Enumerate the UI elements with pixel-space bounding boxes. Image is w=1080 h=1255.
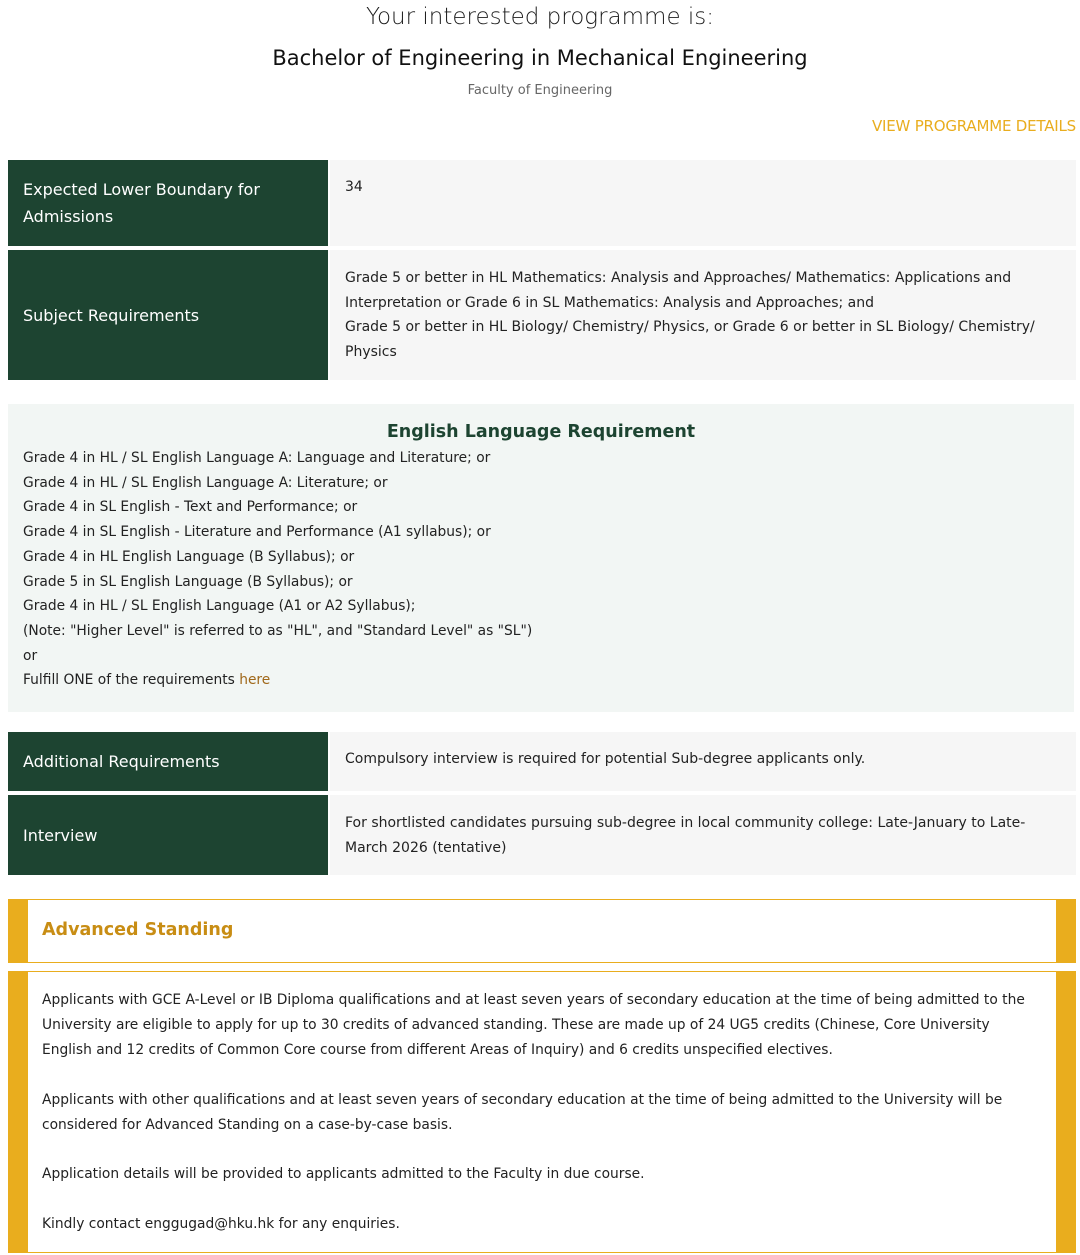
requirement-value: For shortlisted candidates pursuing sub-degree in local community college: Late-January to Late-March 2026 (tentative) [330,795,1076,875]
english-requirements-here-link[interactable]: here [239,672,271,689]
subject-requirement-line: Grade 5 or better in HL Biology/ Chemistry/ Physics, or Grade 6 or better in SL Biology/ Chemistry/ Physics [345,319,1035,360]
advanced-standing-paragraph: Applicants with other qualifications and at least seven years of secondary education at the time of being admitted to the University will be considered for Advanced Standing on a case-by-case basis. [42,1091,1003,1133]
advanced-standing-header[interactable] [8,899,1076,963]
intro-lead: Your interested programme is: [365,4,715,30]
english-requirement-line: Grade 4 in SL English - Text and Performance; or [23,499,358,516]
english-requirement-or: or [23,647,38,664]
requirement-label: Subject Requirements [8,250,328,380]
programme-title: Bachelor of Engineering in Mechanical Engineering [272,46,808,70]
english-requirement-line: Grade 4 in HL / SL English Language A: Language and Literature; or [23,450,491,466]
requirement-row-subject [8,250,1076,380]
requirement-value [330,250,1076,380]
english-fulfill-line [23,668,1059,693]
requirement-row-lower-boundary [8,160,1076,246]
english-requirement-line: Grade 4 in HL English Language (B Syllabus); or [23,548,355,565]
advanced-standing-title: Advanced Standing [42,920,234,940]
advanced-standing-body [8,971,1076,1253]
english-requirement-line: Grade 4 in HL / SL English Language A: Literature; or [23,474,388,491]
english-requirement-line: Grade 5 in SL English Language (B Syllabus); or [23,573,353,590]
advanced-standing-contact: Kindly contact enggugad@hku.hk for any enquiries. [42,1215,400,1232]
english-language-requirement [8,404,1074,712]
english-requirement-line: Grade 4 in SL English - Literature and Performance (A1 syllabus); or [23,524,491,541]
advanced-standing-paragraph: Applicants with GCE A-Level or IB Diploma qualifications and at least seven years of secondary education at the time of being admitted to the University are eligible to apply for up to 30 credits of advanced standing. These are made up of 24 UG5 credits (Chinese, Core University English and 12 credits of Common Core course from different Areas of Inquiry) and 6 credits unspecified electives. [42,992,1025,1058]
faculty-name: Faculty of Engineering [467,83,613,98]
requirement-row-additional [8,732,1076,791]
english-fulfill-text: Fulfill ONE of the requirements [23,672,240,689]
english-requirement-title: English Language Requirement [386,422,696,442]
requirement-value: 34 [330,160,1076,246]
requirement-label: Expected Lower Boundary for Admissions [8,160,328,246]
requirement-row-interview [8,795,1076,875]
advanced-standing-paragraph: Application details will be provided to applicants admitted to the Faculty in due course. [42,1166,645,1182]
requirement-value: Compulsory interview is required for potential Sub-degree applicants only. [330,732,1076,791]
requirement-label: Additional Requirements [8,732,328,791]
english-requirement-line: Grade 4 in HL / SL English Language (A1 or A2 Syllabus); [23,598,416,615]
subject-requirement-line: Grade 5 or better in HL Mathematics: Analysis and Approaches/ Mathematics: Applications and Interpretation or Grade 6 in SL Mathematics: Analysis and Approaches; and [345,270,1012,311]
requirement-label: Interview [8,795,328,875]
view-programme-details-link[interactable]: VIEW PROGRAMME DETAILS [871,117,1076,135]
english-requirement-note: (Note: "Higher Level" is referred to as "HL", and "Standard Level" as "SL") [23,622,533,639]
